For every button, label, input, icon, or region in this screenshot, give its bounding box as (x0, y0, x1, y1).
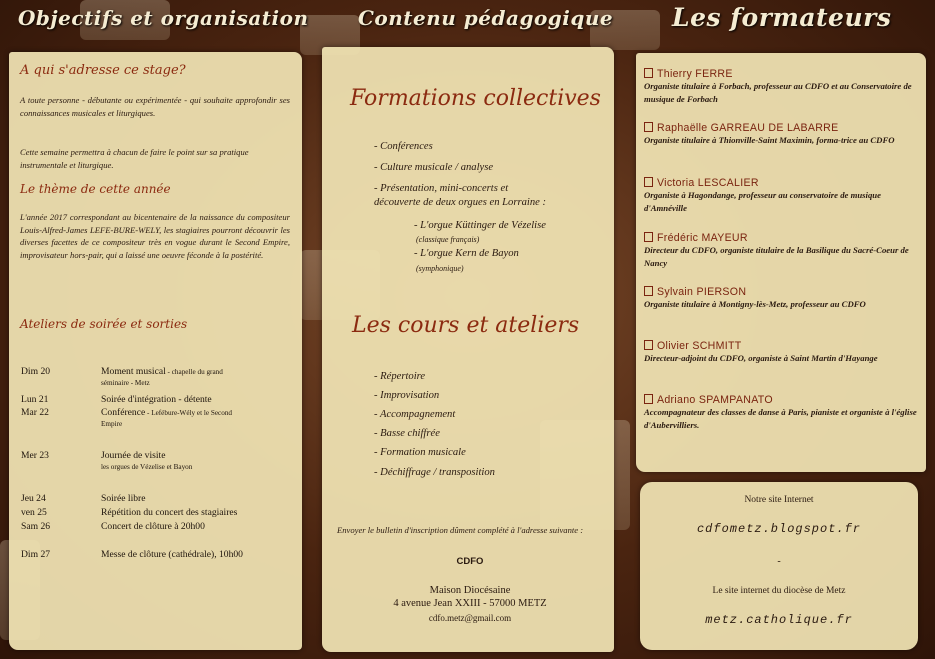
diocese-label: Le site internet du diocèse de Metz (712, 586, 846, 596)
event-note-2: Empire (101, 420, 123, 428)
event-label: Moment musical (101, 366, 166, 377)
list-item: - Accompagnement (374, 409, 456, 420)
trainer-name-label: Victoria LESCALIER (657, 177, 759, 189)
trainer-entry (644, 232, 924, 269)
schedule-event (101, 366, 291, 388)
header-contenu: Contenu pédagogique (358, 6, 614, 30)
trainer-desc: Organiste à Hagondange, professeur au conservatoire de musique d'Amnéville (644, 190, 881, 213)
schedule-day: Mar 22 (21, 407, 49, 418)
trainer-desc: Directeur-adjoint du CDFO, organiste à Saint Martin d'Hayange (644, 353, 878, 363)
trainer-entry (644, 177, 924, 214)
schedule-event: Répétition du concert des stagiaires (101, 507, 238, 518)
trainer-name (644, 340, 924, 352)
diocese-url-link[interactable]: metz.catholique.fr (705, 613, 853, 627)
site-url-link[interactable]: cdfometz.blogspot.fr (696, 522, 862, 536)
organ-note: (symphonique) (416, 264, 464, 273)
site-label: Notre site Internet (744, 495, 814, 505)
checkbox-icon (644, 122, 653, 132)
checkbox-icon (644, 232, 653, 242)
event-note: - Lefébure-Wély et le Second (145, 409, 233, 417)
checkbox-icon (644, 68, 653, 78)
trainer-name-label: Thierry FERRE (657, 68, 733, 80)
section-title-formations: Formations collectives (350, 86, 601, 111)
list-item: - Répertoire (374, 371, 426, 382)
trainer-entry (644, 68, 924, 105)
section-title-ateliers: Ateliers de soirée et sorties (20, 317, 188, 331)
schedule-event: Messe de clôture (cathédrale), 10h00 (101, 549, 243, 560)
trainer-name-label: Sylvain PIERSON (657, 286, 747, 298)
schedule-day: Sam 26 (21, 521, 51, 532)
trainer-entry (644, 394, 924, 431)
schedule-day: Lun 21 (21, 394, 49, 405)
list-item: découverte de deux orgues en Lorraine : (374, 197, 546, 208)
organ-item: - L'orgue Küttinger de Vézelise (414, 220, 546, 231)
separator: - (777, 556, 781, 567)
trainer-desc: Organiste titulaire à Forbach, professeur au CDFO et au Conservatoire de musique de Forbach (644, 81, 912, 104)
trainer-name (644, 177, 924, 189)
header-objectifs: Objectifs et organisation (18, 6, 309, 30)
trainer-entry (644, 286, 924, 311)
section-title-audience: A qui s'adresse ce stage? (20, 63, 186, 78)
schedule-day: Dim 20 (21, 366, 51, 377)
list-item: - Improvisation (374, 390, 440, 401)
trainer-desc: Accompagnateur des classes de danse à Paris, pianiste et organiste à l'église d'Aubervilliers. (644, 407, 917, 430)
organ-item: - L'orgue Kern de Bayon (414, 248, 519, 259)
event-note: - chapelle du grand (165, 368, 223, 376)
trainer-name (644, 68, 924, 80)
trainer-name (644, 394, 924, 406)
trainer-name-label: Adriano SPAMPANATO (657, 394, 773, 406)
checkbox-icon (644, 340, 653, 350)
checkbox-icon (644, 286, 653, 296)
schedule-day: Mer 23 (21, 450, 49, 461)
checkbox-icon (644, 394, 653, 404)
schedule-event: Concert de clôture à 20h00 (101, 521, 205, 532)
trainer-name-label: Raphaëlle GARREAU DE LABARRE (657, 122, 839, 134)
theme-paragraph: L'année 2017 correspondant au bicentenaire de la naissance du compositeur Louis-Alfred-James LEFE-BURE-WELY, les stagiaires pourront découvrir les diverses facettes de ce compositeur très en vogue durant le Second Empire, improvisateur hors-pair, qui a laissé une oeuvre féconde à la postérité. (20, 212, 290, 260)
event-note-2: les orgues de Vézelise et Bayon (101, 463, 193, 471)
audience-paragraph-1: A toute personne - débutante ou expérimentée - qui souhaite approfondir ses connaissances musicales et liturgiques. (20, 95, 290, 118)
panel-objectifs (9, 52, 302, 650)
address-line-1: Maison Diocésaine (429, 585, 511, 596)
audience-paragraph-2: Cette semaine permettra à chacun de faire le point sur sa pratique instrumentale et liturgique. (20, 147, 249, 170)
trainer-desc: Organiste titulaire à Thionville-Saint Maximin, forma-trice au CDFO (644, 135, 895, 145)
schedule-day: Dim 27 (21, 549, 51, 560)
email-link[interactable]: cdfo.metz@gmail.com (428, 613, 512, 623)
event-note-2: séminaire - Metz (101, 379, 150, 387)
section-title-theme: Le thème de cette année (20, 182, 171, 196)
event-label: Conférence (101, 407, 146, 418)
schedule-event (101, 450, 291, 472)
event-label: Journée de visite (101, 450, 166, 461)
list-item: - Conférences (374, 141, 433, 152)
schedule-day: ven 25 (21, 507, 47, 518)
trainer-desc: Organiste titulaire à Montigny-lès-Metz, professeur au CDFO (644, 299, 866, 309)
schedule-day: Jeu 24 (21, 493, 46, 504)
list-item: - Culture musicale / analyse (374, 162, 494, 173)
address-line-2: 4 avenue Jean XXIII - 57000 METZ (393, 598, 547, 609)
trainer-name (644, 232, 924, 244)
trainer-name-label: Frédéric MAYEUR (657, 232, 748, 244)
list-item: - Basse chiffrée (374, 428, 440, 439)
schedule-event (101, 407, 291, 429)
list-item: - Déchiffrage / transposition (374, 467, 495, 478)
trainer-desc: Directeur du CDFO, organiste titulaire de la Basilique du Sacré-Coeur de Nancy (644, 245, 909, 268)
trainer-entry (644, 122, 924, 147)
trainer-name-label: Olivier SCHMITT (657, 340, 742, 352)
trainer-entry (644, 340, 924, 365)
schedule-event: Soirée libre (101, 493, 146, 504)
org-name: CDFO (456, 556, 484, 567)
header-formateurs: Les formateurs (672, 3, 892, 32)
send-instructions: Envoyer le bulletin d'inscription dûment complété à l'adresse suivante : (337, 525, 584, 535)
trainer-name (644, 286, 924, 298)
organ-note: (classique français) (416, 235, 480, 244)
trainer-name (644, 122, 924, 134)
section-title-cours: Les cours et ateliers (352, 313, 580, 338)
list-item: - Présentation, mini-concerts et (374, 183, 509, 194)
list-item: - Formation musicale (374, 447, 466, 458)
schedule-event: Soirée d'intégration - détente (101, 394, 212, 405)
checkbox-icon (644, 177, 653, 187)
